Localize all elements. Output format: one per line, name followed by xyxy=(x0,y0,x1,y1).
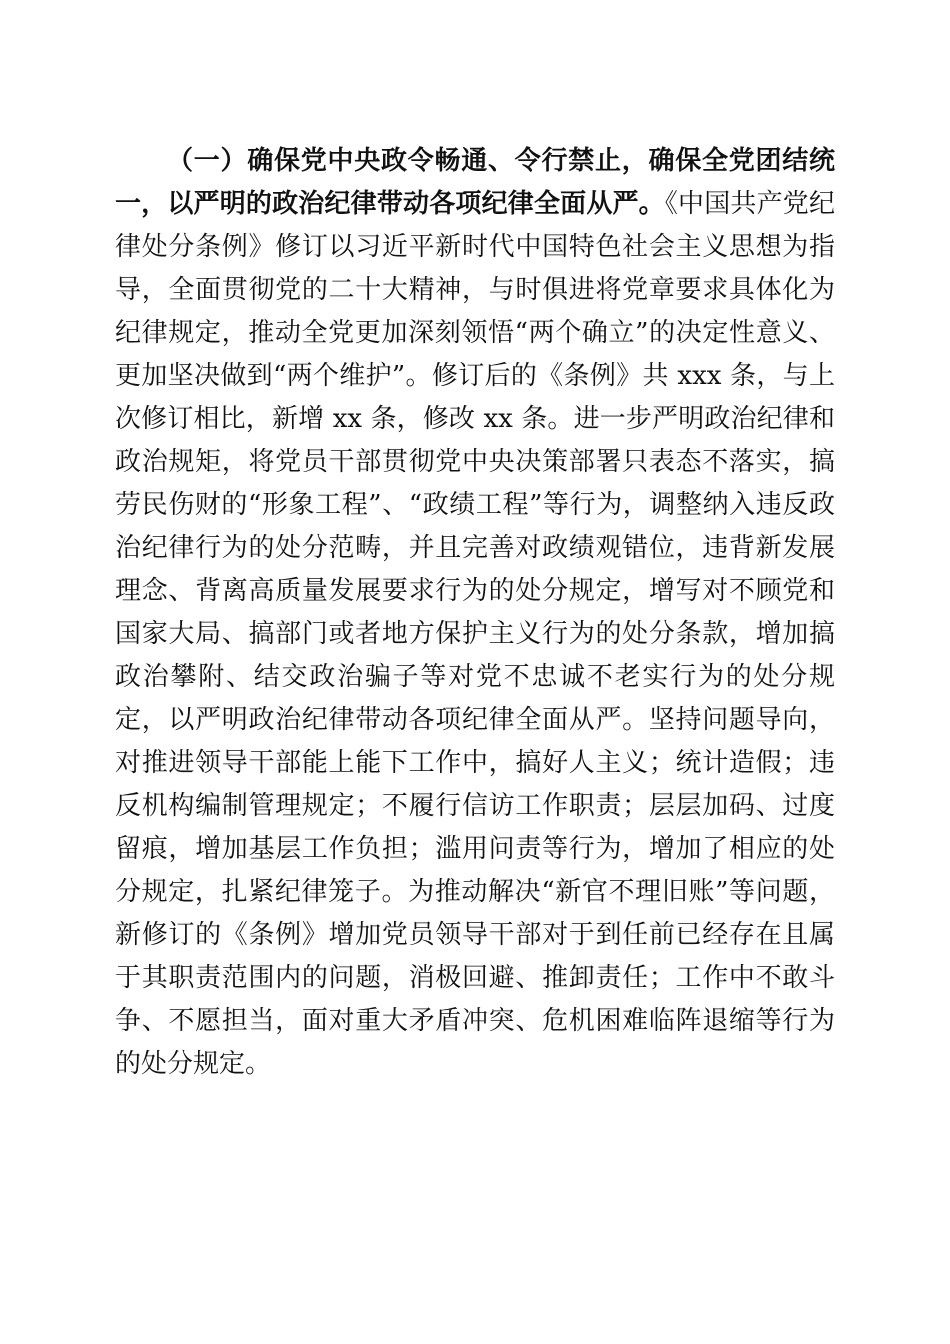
document-page xyxy=(115,140,835,1086)
section-heading: （一）确保党中央政令畅通、令行禁止，确保全党团结统一，以严明的政治纪律带动各项纪律全面从严。 xyxy=(115,146,835,219)
paragraph-body: 《中国共产党纪律处分条例》修订以习近平新时代中国特色社会主义思想为指导，全面贯彻党的二十大精神，与时俱进将党章要求具体化为纪律规定，推动全党更加深刻领悟“两个确立”的决定性意义、更加坚决做到“两个维护”。修订后的《条例》共 xxx 条，与上次修订相比，新增 xx 条，修改 xx 条。进一步严明政治纪律和政治规矩，将党员干部贯彻党中央决策部署只表态不落实，搞劳民伤财的“形象工程”、“政绩工程”等行为，调整纳入违反政治纪律行为的处分范畴，并且完善对政绩观错位，违背新发展理念、背离高质量发展要求行为的处分规定，增写对不顾党和国家大局、搞部门或者地方保护主义行为的处分条款，增加搞政治攀附、结交政治骗子等对党不忠诚不老实行为的处分规定，以严明政治纪律带动各项纪律全面从严。坚持问题导向，对推进领导干部能上能下工作中，搞好人主义；统计造假；违反机构编制管理规定；不履行信访工作职责；层层加码、过度留痕，增加基层工作负担；滥用问责等行为，增加了相应的处分规定，扎紧纪律笼子。为推动解决“新官不理旧账”等问题，新修订的《条例》增加党员领导干部对于到任前已经存在且属于其职责范围内的问题，消极回避、推卸责任；工作中不敢斗争、不愿担当，面对重大矛盾冲突、危机困难临阵退缩等行为的处分规定。 xyxy=(115,189,835,1079)
document-paragraph xyxy=(115,140,835,1086)
